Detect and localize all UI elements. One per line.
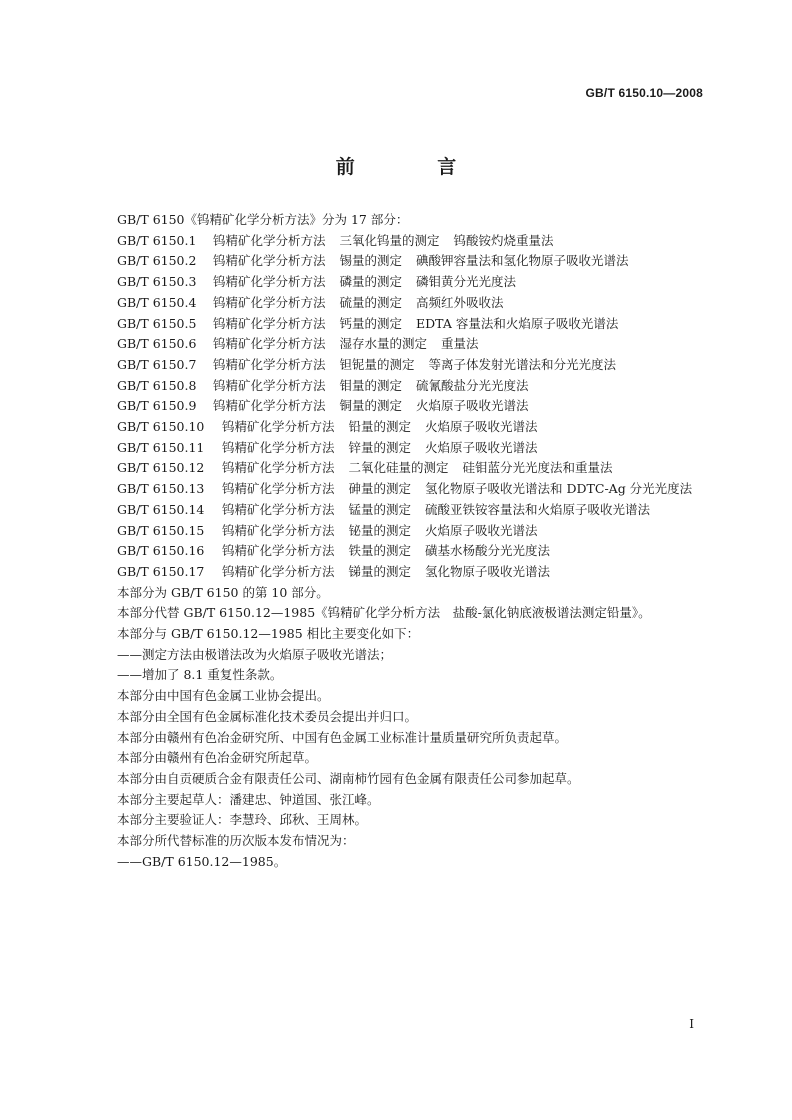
part-item xyxy=(117,562,717,583)
part-number: GB/T 6150.10 xyxy=(117,419,205,435)
part-number: GB/T 6150.17 xyxy=(117,563,205,579)
part-title-segment: 锰量的测定 xyxy=(348,501,412,517)
part-title xyxy=(213,272,703,293)
part-title xyxy=(213,396,703,417)
part-title-segment: 硫量的测定 xyxy=(339,294,403,310)
part-number: GB/T 6150.15 xyxy=(117,522,205,538)
part-title-segment: 钨精矿化学分析方法 xyxy=(213,253,326,269)
part-title-segment: 碘酸钾容量法和氢化物原子吸收光谱法 xyxy=(416,253,629,269)
part-title-segment: 钽铌量的测定 xyxy=(339,356,415,372)
part-item xyxy=(117,334,717,355)
part-item xyxy=(117,521,717,542)
foreword-paragraph: 本部分由全国有色金属标准化技术委员会提出并归口。 xyxy=(117,708,418,724)
part-number: GB/T 6150.5 xyxy=(117,315,197,331)
part-title-segment: 磷钼黄分光光度法 xyxy=(416,274,517,290)
part-title-segment: 钨精矿化学分析方法 xyxy=(213,377,326,393)
part-title-segment: 重量法 xyxy=(441,336,479,352)
page-number: I xyxy=(689,1017,694,1031)
foreword-paragraph: 本部分主要起草人：潘建忠、钟道国、张江峰。 xyxy=(117,791,380,807)
part-number: GB/T 6150.16 xyxy=(117,543,205,559)
foreword-paragraph: ——GB/T 6150.12—1985。 xyxy=(117,853,287,869)
part-item xyxy=(117,376,717,397)
part-title-segment: 铁量的测定 xyxy=(348,543,412,559)
foreword-paragraph: ——测定方法由极谱法改为火焰原子吸收光谱法； xyxy=(117,646,393,662)
part-title-segment: 钨精矿化学分析方法 xyxy=(222,543,335,559)
foreword-paragraph: ——增加了 8.1 重复性条款。 xyxy=(117,667,283,683)
foreword-paragraph: 本部分为 GB/T 6150 的第 10 部分。 xyxy=(117,584,329,600)
part-title-segment: 钨精矿化学分析方法 xyxy=(222,439,335,455)
part-item xyxy=(117,479,717,500)
part-title xyxy=(213,293,703,314)
part-title-segment: 钨精矿化学分析方法 xyxy=(222,563,335,579)
foreword-paragraph: 本部分所代替标准的历次版本发布情况为： xyxy=(117,833,355,849)
part-title-segment: 钨精矿化学分析方法 xyxy=(213,294,326,310)
part-title xyxy=(213,355,703,376)
foreword-body xyxy=(117,210,717,873)
part-title-segment: 铜量的测定 xyxy=(339,398,403,414)
part-title-segment: 砷量的测定 xyxy=(348,481,412,497)
part-title-segment: 钨精矿化学分析方法 xyxy=(213,315,326,331)
standard-number: GB/T 6150.10—2008 xyxy=(585,86,703,100)
foreword-paragraph: 本部分由中国有色金属工业协会提出。 xyxy=(117,688,330,704)
part-title-segment: EDTA 容量法和火焰原子吸收光谱法 xyxy=(416,315,619,331)
part-title-segment: 硫酸亚铁铵容量法和火焰原子吸收光谱法 xyxy=(425,501,651,517)
foreword-paragraph: 本部分由自贡硬质合金有限责任公司、湖南柿竹园有色金属有限责任公司参加起草。 xyxy=(117,770,580,786)
part-title xyxy=(222,500,712,521)
part-title xyxy=(222,458,712,479)
page-title: 前 言 xyxy=(335,156,495,178)
part-number: GB/T 6150.7 xyxy=(117,356,197,372)
part-number: GB/T 6150.2 xyxy=(117,253,197,269)
part-title-segment: 三氧化钨量的测定 xyxy=(339,232,440,248)
part-title-segment: 火焰原子吸收光谱法 xyxy=(416,398,529,414)
part-title-segment: 铋量的测定 xyxy=(348,522,412,538)
intro-line: GB/T 6150《钨精矿化学分析方法》分为 17 部分： xyxy=(117,212,409,227)
part-title xyxy=(213,314,703,335)
part-item xyxy=(117,355,717,376)
part-title-segment: 二氧化硅量的测定 xyxy=(348,460,449,476)
part-item xyxy=(117,417,717,438)
part-title-segment: 铅量的测定 xyxy=(348,419,412,435)
part-title-segment: 氢化物原子吸收光谱法 xyxy=(425,563,551,579)
part-item xyxy=(117,500,717,521)
part-number: GB/T 6150.12 xyxy=(117,460,205,476)
part-number: GB/T 6150.1 xyxy=(117,232,197,248)
parts-list xyxy=(117,231,717,583)
part-title-segment: 氢化物原子吸收光谱法和 DDTC-Ag 分光光度法 xyxy=(425,481,693,497)
part-title xyxy=(222,541,712,562)
part-title xyxy=(222,438,712,459)
part-title-segment: 钨精矿化学分析方法 xyxy=(213,232,326,248)
part-title xyxy=(222,479,712,500)
part-number: GB/T 6150.9 xyxy=(117,398,197,414)
part-title-segment: 锌量的测定 xyxy=(348,439,412,455)
part-item xyxy=(117,231,717,252)
part-number: GB/T 6150.13 xyxy=(117,481,205,497)
part-title-segment: 硫氰酸盐分光光度法 xyxy=(416,377,529,393)
part-title-segment: 火焰原子吸收光谱法 xyxy=(425,419,538,435)
part-item xyxy=(117,293,717,314)
foreword-paragraph: 本部分与 GB/T 6150.12—1985 相比主要变化如下： xyxy=(117,626,420,642)
part-title-segment: 钼量的测定 xyxy=(339,377,403,393)
part-title-segment: 湿存水量的测定 xyxy=(339,336,428,352)
part-title xyxy=(213,376,703,397)
part-title-segment: 钨精矿化学分析方法 xyxy=(213,274,326,290)
part-title xyxy=(222,417,712,438)
part-item xyxy=(117,272,717,293)
part-title xyxy=(213,334,703,355)
part-title-segment: 火焰原子吸收光谱法 xyxy=(425,439,538,455)
part-title xyxy=(222,562,712,583)
foreword-paragraph: 本部分由赣州有色冶金研究所起草。 xyxy=(117,750,318,766)
part-number: GB/T 6150.6 xyxy=(117,336,197,352)
part-title-segment: 钨酸铵灼烧重量法 xyxy=(453,232,554,248)
part-number: GB/T 6150.4 xyxy=(117,294,197,310)
part-title-segment: 硅钼蓝分光光度法和重量法 xyxy=(462,460,613,476)
part-title-segment: 磷量的测定 xyxy=(339,274,403,290)
foreword-paragraph: 本部分由赣州有色冶金研究所、中国有色金属工业标准计量质量研究所负责起草。 xyxy=(117,729,568,745)
part-number: GB/T 6150.11 xyxy=(117,439,205,455)
part-item xyxy=(117,396,717,417)
part-item xyxy=(117,458,717,479)
foreword-paragraph: 本部分代替 GB/T 6150.12—1985《钨精矿化学分析方法 盐酸-氯化钠底液极谱法测定铅量》。 xyxy=(117,605,651,621)
part-title-segment: 钨精矿化学分析方法 xyxy=(222,522,335,538)
part-number: GB/T 6150.8 xyxy=(117,377,197,393)
part-number: GB/T 6150.3 xyxy=(117,274,197,290)
part-title-segment: 钨精矿化学分析方法 xyxy=(222,481,335,497)
foreword-paragraph: 本部分主要验证人：李慧玲、邱秋、王周林。 xyxy=(117,812,368,828)
part-item xyxy=(117,438,717,459)
part-title-segment: 钨精矿化学分析方法 xyxy=(222,419,335,435)
part-title-segment: 火焰原子吸收光谱法 xyxy=(425,522,538,538)
part-title xyxy=(213,231,703,252)
part-title-segment: 等离子体发射光谱法和分光光度法 xyxy=(428,356,617,372)
paragraph-list xyxy=(117,583,717,873)
part-title-segment: 钨精矿化学分析方法 xyxy=(213,398,326,414)
part-number: GB/T 6150.14 xyxy=(117,501,205,517)
part-title-segment: 高频红外吸收法 xyxy=(416,294,504,310)
part-title-segment: 钨精矿化学分析方法 xyxy=(222,501,335,517)
part-item xyxy=(117,314,717,335)
part-title-segment: 钨精矿化学分析方法 xyxy=(213,356,326,372)
part-title-segment: 磺基水杨酸分光光度法 xyxy=(425,543,551,559)
part-title-segment: 锑量的测定 xyxy=(348,563,412,579)
part-title-segment: 锡量的测定 xyxy=(339,253,403,269)
part-title-segment: 钙量的测定 xyxy=(339,315,403,331)
part-title xyxy=(213,251,703,272)
part-item xyxy=(117,541,717,562)
part-item xyxy=(117,251,717,272)
part-title-segment: 钨精矿化学分析方法 xyxy=(222,460,335,476)
part-title xyxy=(222,521,712,542)
part-title-segment: 钨精矿化学分析方法 xyxy=(213,336,326,352)
